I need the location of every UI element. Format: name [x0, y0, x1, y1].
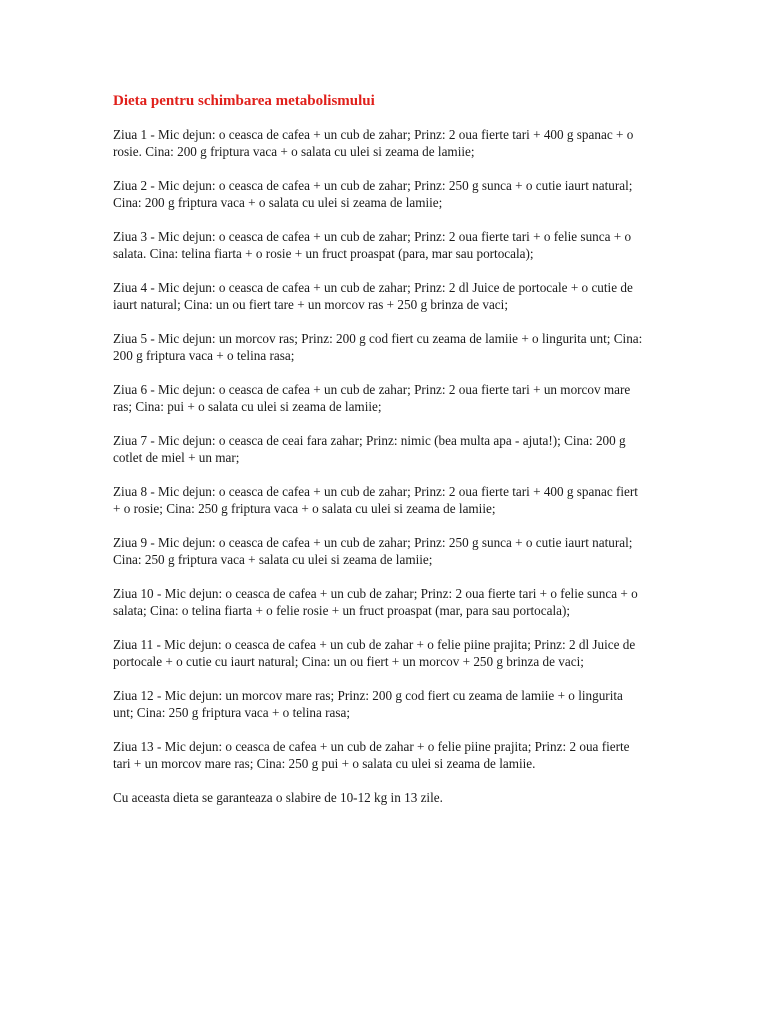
paragraph-day-10: Ziua 10 - Mic dejun: o ceasca de cafea + un cub de zahar; Prinz: 2 oua fierte tari + o felie sunca + o salata; Cina: o telina fiarta + o felie rosie + un fruct proaspat (mar, para sau portocala);	[113, 586, 638, 618]
paragraph-day-7: Ziua 7 - Mic dejun: o ceasca de ceai fara zahar; Prinz: nimic (bea multa apa - ajuta!); Cina: 200 g cotlet de miel + un mar;	[113, 433, 626, 465]
paragraph-day-2: Ziua 2 - Mic dejun: o ceasca de cafea + un cub de zahar; Prinz: 250 g sunca + o cutie iaurt natural; Cina: 200 g friptura vaca + o salata cu ulei si zeama de lamiie;	[113, 178, 633, 210]
paragraph-day-11: Ziua 11 - Mic dejun: o ceasca de cafea + un cub de zahar + o felie piine prajita; Prinz: 2 dl Juice de portocale + o cutie cu iaurt natural; Cina: un ou fiert + un morcov + 250 g brinza de vaci;	[113, 637, 636, 669]
paragraph-day-12: Ziua 12 - Mic dejun: un morcov mare ras; Prinz: 200 g cod fiert cu zeama de lamiie + o lingurita unt; Cina: 250 g friptura vaca + o telina rasa;	[113, 688, 623, 720]
paragraph-day-6: Ziua 6 - Mic dejun: o ceasca de cafea + un cub de zahar; Prinz: 2 oua fierte tari + un morcov mare ras; Cina: pui + o salata cu ulei si zeama de lamiie;	[113, 382, 631, 414]
paragraph-day-4: Ziua 4 - Mic dejun: o ceasca de cafea + un cub de zahar; Prinz: 2 dl Juice de portocale + o cutie de iaurt natural; Cina: un ou fiert tare + un morcov ras + 250 g brinza de vaci;	[113, 280, 633, 312]
paragraph-day-5: Ziua 5 - Mic dejun: un morcov ras; Prinz: 200 g cod fiert cu zeama de lamiie + o lingurita unt; Cina: 200 g friptura vaca + o telina rasa;	[113, 331, 643, 363]
paragraph-day-9: Ziua 9 - Mic dejun: o ceasca de cafea + un cub de zahar; Prinz: 250 g sunca + o cutie iaurt natural; Cina: 250 g friptura vaca + salata cu ulei si zeama de lamiie;	[113, 535, 633, 567]
paragraph-day-13: Ziua 13 - Mic dejun: o ceasca de cafea + un cub de zahar + o felie piine prajita; Prinz: 2 oua fierte tari + un morcov mare ras; Cina: 250 g pui + o salata cu ulei si zeama de lamiie.	[113, 739, 630, 771]
paragraph-conclusion: Cu aceasta dieta se garanteaza o slabire de 10-12 kg in 13 zile.	[113, 790, 443, 805]
document-title: Dieta pentru schimbarea metabolismului	[113, 93, 375, 109]
document-body	[113, 92, 643, 823]
paragraph-day-3: Ziua 3 - Mic dejun: o ceasca de cafea + un cub de zahar; Prinz: 2 oua fierte tari + o felie sunca + o salata. Cina: telina fiarta + o rosie + un fruct proaspat (para, mar sau portocala);	[113, 229, 632, 261]
paragraph-day-1: Ziua 1 - Mic dejun: o ceasca de cafea + un cub de zahar; Prinz: 2 oua fierte tari + 400 g spanac + o rosie. Cina: 200 g friptura vaca + o salata cu ulei si zeama de lamiie;	[113, 127, 634, 159]
paragraph-day-8: Ziua 8 - Mic dejun: o ceasca de cafea + un cub de zahar; Prinz: 2 oua fierte tari + 400 g spanac fiert + o rosie; Cina: 250 g friptura vaca + o salata cu ulei si zeama de lamiie;	[113, 484, 638, 516]
